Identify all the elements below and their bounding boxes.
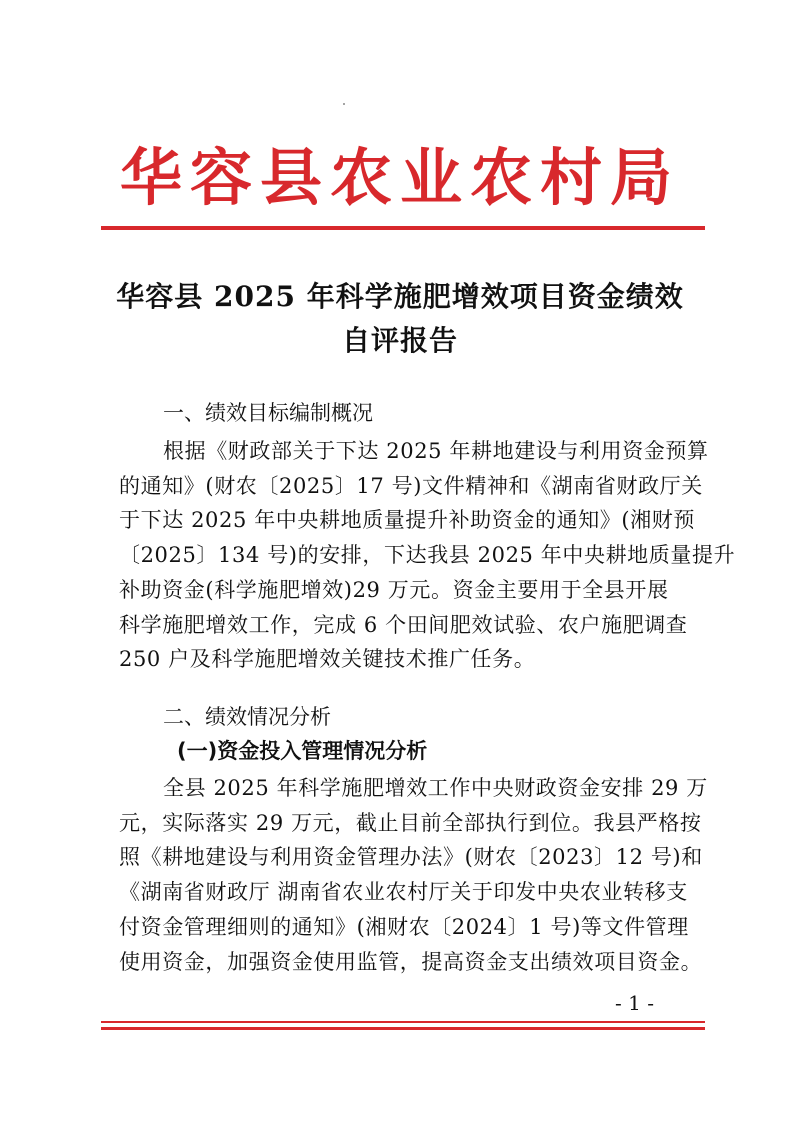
agency-header: 华容县农业农村局 (119, 141, 680, 214)
paragraph-line: 于下达 2025 年中央耕地质量提升补助资金的通知》(湘财预 (119, 508, 695, 533)
paragraph-line: 的通知》(财农〔2025〕17 号)文件精神和《湖南省财政厅关 (119, 473, 703, 498)
paragraph-line: 补助资金(科学施肥增效)29 万元。资金主要用于全县开展 (119, 577, 669, 602)
title-line-2: 自评报告 (341, 324, 458, 357)
title-line-1: 华容县 2025 年科学施肥增效项目资金绩效 (116, 280, 684, 313)
footer-red-rule-bottom (101, 1027, 705, 1030)
paragraph-line: 元，实际落实 29 万元，截止目前全部执行到位。我县严格按 (119, 810, 702, 835)
paragraph-line: 照《耕地建设与利用资金管理办法》(财农〔2023〕12 号)和 (119, 845, 703, 870)
paragraph-line: 〔2025〕134 号)的安排，下达我县 2025 年中央耕地质量提升 (119, 543, 736, 568)
paragraph-line: 根据《财政部关于下达 2025 年耕地建设与利用资金预算 (163, 439, 709, 463)
paragraph-line: 250 户及科学施肥增效关键技术推广任务。 (119, 647, 536, 672)
section-heading-2: 二、绩效情况分析 (163, 705, 331, 729)
section-2-paragraph (119, 771, 708, 979)
document-title (100, 275, 700, 363)
section-heading-1: 一、绩效目标编制概况 (163, 401, 373, 425)
footer-red-rule-top (101, 1021, 705, 1023)
page-number: - 1 - (615, 991, 654, 1015)
paragraph-line: 科学施肥增效工作，完成 6 个田间肥效试验、农户施肥调查 (119, 612, 688, 637)
header-red-rule (101, 226, 705, 230)
paragraph-line: 付资金管理细则的通知》(湘财农〔2024〕1 号)等文件管理 (119, 914, 689, 939)
section-1-paragraph (119, 434, 736, 677)
paragraph-line: 使用资金，加强资金使用监管，提高资金支出绩效项目资金。 (119, 949, 703, 974)
subsection-heading-2-1: (一)资金投入管理情况分析 (177, 739, 428, 763)
paragraph-line: 全县 2025 年科学施肥增效工作中央财政资金安排 29 万 (163, 776, 708, 800)
scan-speck (343, 103, 345, 105)
paragraph-line: 《湖南省财政厅 湖南省农业农村厅关于印发中央农业转移支 (119, 880, 688, 905)
